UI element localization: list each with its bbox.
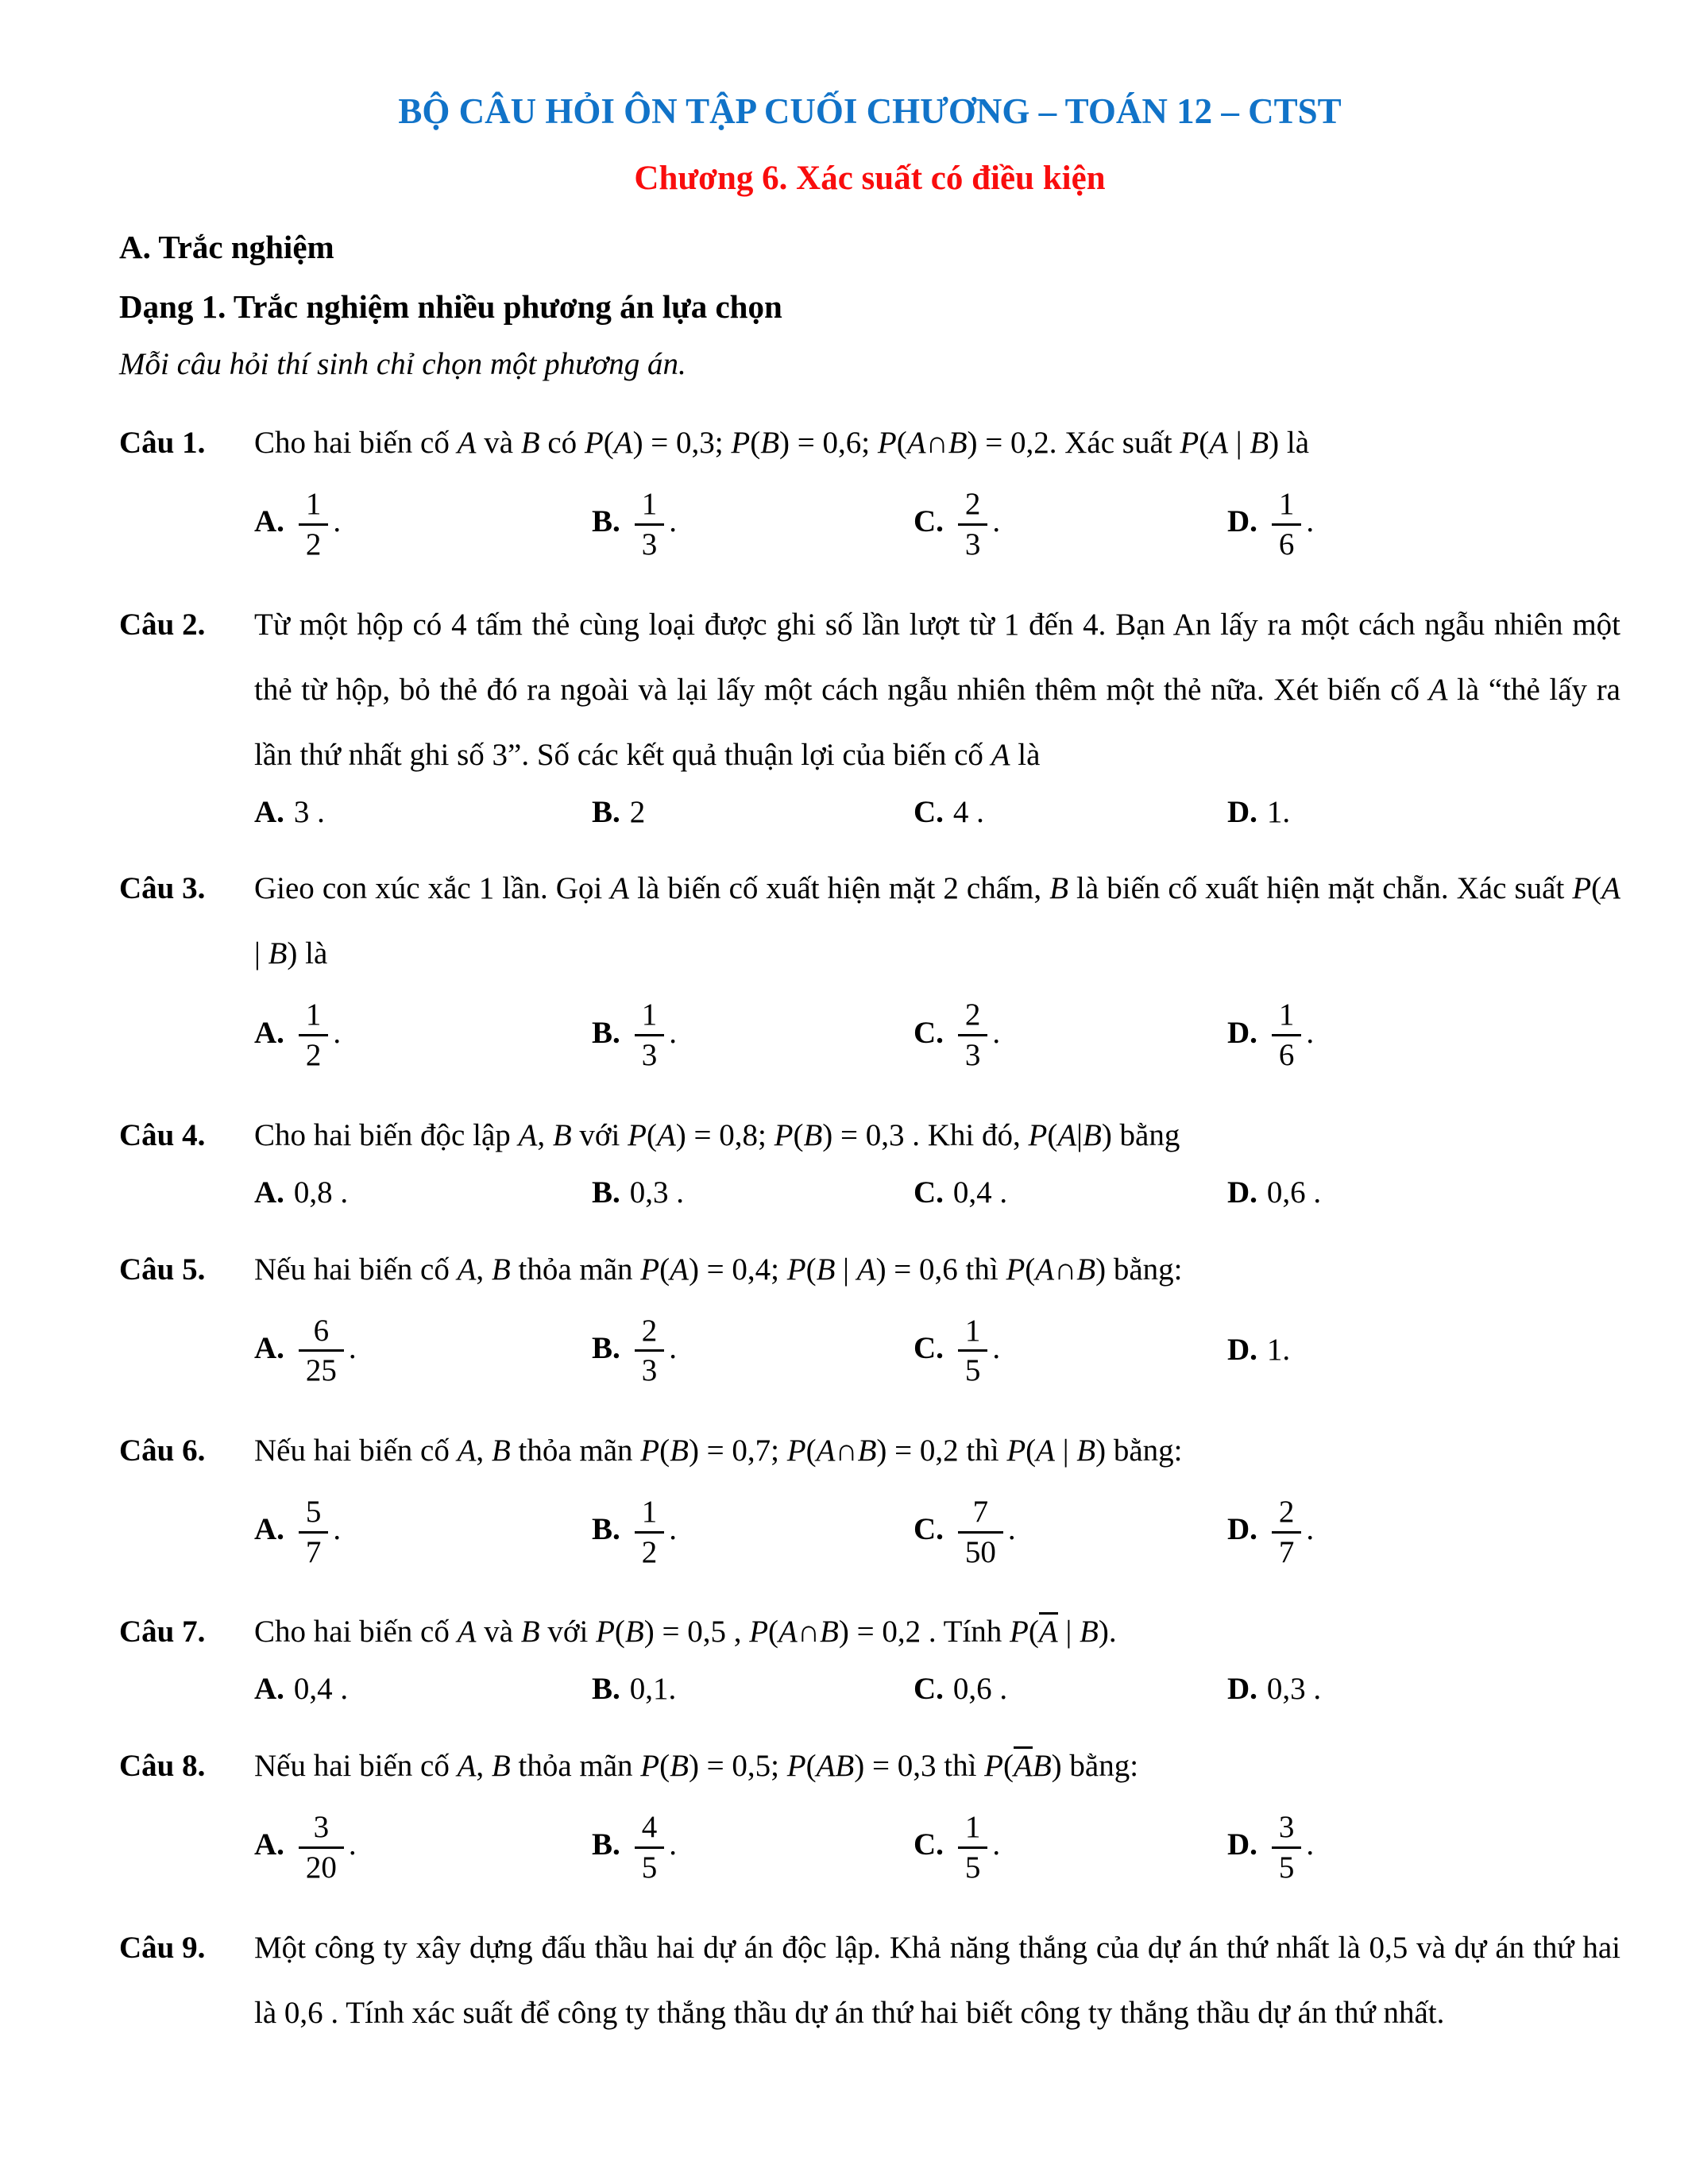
math-var: B xyxy=(552,1117,572,1152)
math-var: B xyxy=(820,1615,839,1650)
fraction-numerator: 1 xyxy=(635,487,665,526)
option xyxy=(254,994,592,1075)
math-var: A xyxy=(656,1117,676,1152)
fraction-denominator: 3 xyxy=(964,527,981,561)
math-var: B xyxy=(520,426,540,461)
option-value: 1. xyxy=(1266,1333,1291,1368)
option-value: $\frac{1}{5}$ . xyxy=(953,1331,1000,1365)
option-value: $\frac{1}{2}$ . xyxy=(630,1512,677,1546)
option-label: A. xyxy=(254,1672,284,1707)
option-label: D. xyxy=(1227,1672,1257,1707)
dang-heading: Dạng 1. Trắc nghiệm nhiều phương án lựa chọn xyxy=(119,288,782,326)
math-var: B xyxy=(491,1252,511,1287)
fraction-numerator: 2 xyxy=(635,1314,665,1352)
fraction-denominator: 6 xyxy=(1278,527,1295,561)
option-value: $\frac{3}{5}$ . xyxy=(1267,1827,1314,1862)
math-var: A xyxy=(906,426,926,461)
option-label: D. xyxy=(1227,504,1257,539)
option xyxy=(592,1176,914,1210)
question xyxy=(119,1599,1620,1707)
question-body: Nếu hai biến cố A, B thỏa mãn P(B) = 0,7; P(A∩B) = 0,2 thì P(A | B) bằng: xyxy=(254,1433,1183,1468)
option-label: C. xyxy=(914,1827,944,1862)
math-var: A xyxy=(1057,1117,1077,1152)
options-row xyxy=(254,1310,1620,1391)
fraction-denominator: 25 xyxy=(305,1353,337,1388)
option-label: A. xyxy=(254,1827,284,1862)
option-label: B. xyxy=(592,1175,620,1210)
fraction-numerator: 1 xyxy=(958,1810,988,1849)
math-var: A xyxy=(1428,672,1448,707)
math-var: A xyxy=(457,426,477,461)
math-var: P xyxy=(640,1433,660,1468)
fraction-denominator: 7 xyxy=(1278,1534,1295,1569)
option xyxy=(592,484,914,565)
option-label: D. xyxy=(1227,794,1257,829)
math-var: B xyxy=(1032,1749,1052,1784)
options-row xyxy=(254,796,1620,830)
option xyxy=(592,1807,914,1888)
option xyxy=(914,796,1227,830)
fraction-numerator: 1 xyxy=(635,997,665,1036)
fraction-denominator: 2 xyxy=(641,1534,658,1569)
option-value: $\frac{1}{3}$ . xyxy=(630,1016,677,1050)
question-body: Một công ty xây dựng đấu thầu hai dự án độc lập. Khả năng thắng của dự án thứ nhất là 0,5 và dự án thứ hai là 0,6 . Tính xác suất để công ty thắng thầu dự án thứ hai biết công ty thắng thầu dự án thứ nhất. xyxy=(254,1930,1620,2030)
option xyxy=(254,1491,592,1572)
fraction xyxy=(299,1495,329,1569)
math-var: P xyxy=(1180,426,1199,461)
math-var: P xyxy=(1028,1117,1048,1152)
question-body: Nếu hai biến cố A, B thỏa mãn P(A) = 0,4; P(B | A) = 0,6 thì P(A∩B) bằng: xyxy=(254,1252,1183,1287)
fraction-denominator: 3 xyxy=(964,1038,981,1073)
fraction xyxy=(1272,997,1302,1072)
fraction-numerator: 3 xyxy=(1272,1810,1302,1849)
fraction-numerator: 4 xyxy=(635,1810,665,1849)
fraction-numerator: 1 xyxy=(299,487,329,526)
question-label: Câu 3. xyxy=(119,871,206,906)
option xyxy=(254,1807,592,1888)
option xyxy=(1227,484,1620,565)
fraction-numerator: 2 xyxy=(958,487,988,526)
fraction xyxy=(635,1314,665,1388)
math-var: A xyxy=(457,1252,477,1287)
fraction-denominator: 7 xyxy=(305,1534,322,1569)
option-value: 0,3 . xyxy=(1266,1672,1322,1707)
fraction-numerator: 1 xyxy=(1272,487,1302,526)
option xyxy=(254,1673,592,1707)
fraction-denominator: 5 xyxy=(964,1353,981,1388)
option xyxy=(1227,1491,1620,1572)
question-body: Cho hai biến cố A và B có P(A) = 0,3; P(B) = 0,6; P(A∩B) = 0,2. Xác suất P(A | B) là xyxy=(254,426,1310,461)
option xyxy=(914,1673,1227,1707)
fraction-denominator: 3 xyxy=(641,527,658,561)
option xyxy=(914,1310,1227,1391)
math-var: A xyxy=(991,737,1010,772)
math-var: B xyxy=(624,1615,644,1650)
math-var: P xyxy=(786,1749,806,1784)
fraction-denominator: 50 xyxy=(964,1534,996,1569)
doc-title: BỘ CÂU HỎI ÔN TẬP CUỐI CHƯƠNG – TOÁN 12 – CTST xyxy=(398,91,1342,131)
option-label: B. xyxy=(592,1512,620,1547)
math-var: B xyxy=(1080,1615,1099,1650)
instruction-note: Mỗi câu hỏi thí sinh chỉ chọn một phương án. xyxy=(119,346,686,381)
option-value: 1. xyxy=(1266,794,1291,829)
option xyxy=(254,796,592,830)
options-row xyxy=(254,484,1620,565)
option-label: D. xyxy=(1227,1015,1257,1050)
option xyxy=(1227,1333,1620,1368)
fraction-numerator: 1 xyxy=(1272,997,1302,1036)
option-value: 0,6 . xyxy=(952,1672,1008,1707)
option xyxy=(254,484,592,565)
fraction xyxy=(299,487,329,561)
option-label: D. xyxy=(1227,1175,1257,1210)
option-label: A. xyxy=(254,504,284,539)
question xyxy=(119,1916,1620,2046)
option xyxy=(254,1310,592,1391)
option xyxy=(592,1491,914,1572)
fraction-numerator: 2 xyxy=(1272,1495,1302,1534)
option-value: 4 . xyxy=(952,794,984,829)
math-var: B xyxy=(1049,871,1068,906)
math-var: P xyxy=(640,1749,660,1784)
fraction xyxy=(635,997,665,1072)
math-var: B xyxy=(670,1433,689,1468)
fraction-numerator: 1 xyxy=(635,1495,665,1534)
math-var: A xyxy=(856,1252,876,1287)
fraction-denominator: 5 xyxy=(1278,1850,1295,1885)
question xyxy=(119,856,1620,1075)
math-var: B xyxy=(760,426,780,461)
question-label: Câu 2. xyxy=(119,607,206,642)
math-var: B xyxy=(803,1117,823,1152)
option-value: $\frac{2}{7}$ . xyxy=(1267,1512,1314,1546)
math-var: P xyxy=(1006,1252,1026,1287)
fraction-denominator: 3 xyxy=(641,1038,658,1073)
math-var: P xyxy=(584,426,604,461)
math-var: B xyxy=(816,1252,836,1287)
math-var: B xyxy=(520,1615,540,1650)
math-var: P xyxy=(749,1615,769,1650)
fraction xyxy=(635,1495,665,1569)
option-label: A. xyxy=(254,1512,284,1547)
option-value: $\frac{2}{3}$ . xyxy=(953,504,1000,538)
option-label: B. xyxy=(592,1330,620,1365)
option-value: 3 . xyxy=(293,794,325,829)
math-var: B xyxy=(670,1749,689,1784)
fraction xyxy=(635,487,665,561)
option-label: A. xyxy=(254,794,284,829)
option-value: $\frac{1}{6}$ . xyxy=(1267,504,1314,538)
option-value: 0,1. xyxy=(629,1672,677,1707)
fraction xyxy=(1272,487,1302,561)
question-body: Cho hai biến cố A và B với P(B) = 0,5 , P(A∩B) = 0,2 . Tính P(A | B). xyxy=(254,1599,1620,1665)
math-var: A xyxy=(610,871,630,906)
fraction-denominator: 2 xyxy=(305,1038,322,1073)
option xyxy=(914,484,1227,565)
option-label: D. xyxy=(1227,1333,1257,1368)
option-value: 0,6 . xyxy=(1266,1175,1322,1210)
fraction-denominator: 2 xyxy=(305,527,322,561)
math-var: A xyxy=(1035,1252,1055,1287)
fraction xyxy=(958,997,988,1072)
option xyxy=(1227,994,1620,1075)
math-var: A xyxy=(457,1749,477,1784)
math-var: P xyxy=(1572,871,1592,906)
part-heading: A. Trắc nghiệm xyxy=(119,229,334,265)
options-row xyxy=(254,1491,1620,1572)
overline-var: A xyxy=(1014,1746,1033,1783)
option xyxy=(914,994,1227,1075)
option-label: D. xyxy=(1227,1512,1257,1547)
fraction-denominator: 20 xyxy=(305,1850,337,1885)
question-body: Cho hai biến độc lập A, B với P(A) = 0,8; P(B) = 0,3 . Khi đó, P(A|B) bằng xyxy=(254,1117,1180,1152)
math-var: A xyxy=(816,1433,836,1468)
options-row xyxy=(254,994,1620,1075)
fraction xyxy=(958,1810,988,1885)
option-label: D. xyxy=(1227,1827,1257,1862)
option-value: $\frac{1}{3}$ . xyxy=(630,504,677,538)
math-var: P xyxy=(786,1433,806,1468)
option xyxy=(914,1807,1227,1888)
fraction-numerator: 6 xyxy=(299,1314,344,1352)
option-value: 2 xyxy=(629,794,646,829)
option-label: C. xyxy=(914,1015,944,1050)
option-value: $\frac{6}{25}$ . xyxy=(294,1331,357,1365)
question-label: Câu 4. xyxy=(119,1117,206,1152)
option-value: $\frac{1}{5}$ . xyxy=(953,1827,1000,1862)
fraction-numerator: 7 xyxy=(958,1495,1003,1534)
math-var: B xyxy=(491,1433,511,1468)
question-label: Câu 9. xyxy=(119,1930,206,1965)
math-var: P xyxy=(628,1117,647,1152)
option-label: B. xyxy=(592,1672,620,1707)
option xyxy=(914,1176,1227,1210)
question-body: Nếu hai biến cố A, B thỏa mãn P(B) = 0,5; P(AB) = 0,3 thì P(AB) bằng: xyxy=(254,1734,1620,1799)
option xyxy=(914,1491,1227,1572)
option xyxy=(1227,1807,1620,1888)
math-var: A xyxy=(457,1433,477,1468)
fraction xyxy=(299,1810,344,1885)
math-var: B xyxy=(1076,1433,1096,1468)
chapter-subtitle: Chương 6. Xác suất có điều kiện xyxy=(634,160,1106,198)
fraction xyxy=(299,1314,344,1388)
math-var: A xyxy=(1036,1433,1055,1468)
option xyxy=(1227,796,1620,830)
question-label: Câu 8. xyxy=(119,1749,206,1784)
option-value: $\frac{1}{2}$ . xyxy=(294,1016,341,1050)
fraction-numerator: 1 xyxy=(299,997,329,1036)
option-value: 0,4 . xyxy=(293,1672,349,1707)
option xyxy=(592,1310,914,1391)
question-body: Gieo con xúc xắc 1 lần. Gọi A là biến cố xuất hiện mặt 2 chấm, B là biến cố xuất hiện mặt chẵn. Xác suất P(A | B) là xyxy=(254,871,1620,971)
math-var: A xyxy=(457,1615,477,1650)
math-var: A xyxy=(778,1615,798,1650)
fraction xyxy=(635,1810,665,1885)
option-label: B. xyxy=(592,1015,620,1050)
math-var: P xyxy=(984,1749,1003,1784)
option xyxy=(592,994,914,1075)
option xyxy=(254,1176,592,1210)
option-label: A. xyxy=(254,1330,284,1365)
option-value: $\frac{2}{3}$ . xyxy=(630,1331,677,1365)
option-label: C. xyxy=(914,794,944,829)
math-var: P xyxy=(731,426,751,461)
fraction xyxy=(1272,1810,1302,1885)
question xyxy=(119,1103,1620,1210)
question-label: Câu 1. xyxy=(119,426,206,461)
option xyxy=(592,796,914,830)
questions-list xyxy=(119,411,1620,2045)
math-var: P xyxy=(596,1615,615,1650)
math-var: B xyxy=(268,936,288,971)
option xyxy=(1227,1176,1620,1210)
option-label: B. xyxy=(592,504,620,539)
options-row xyxy=(254,1673,1620,1707)
option xyxy=(1227,1673,1620,1707)
fraction xyxy=(299,997,329,1072)
question xyxy=(119,592,1620,830)
question-label: Câu 7. xyxy=(119,1615,206,1650)
option-value: 0,4 . xyxy=(952,1175,1008,1210)
math-var: B xyxy=(1076,1252,1096,1287)
math-var: P xyxy=(1010,1615,1029,1650)
option-label: A. xyxy=(254,1175,284,1210)
option-label: C. xyxy=(914,1512,944,1547)
option-value: 0,8 . xyxy=(293,1175,349,1210)
options-row xyxy=(254,1176,1620,1210)
option-value: $\frac{3}{20}$ . xyxy=(294,1827,357,1862)
option xyxy=(592,1673,914,1707)
fraction-numerator: 3 xyxy=(299,1810,344,1849)
math-var: A xyxy=(613,426,633,461)
options-row xyxy=(254,1807,1620,1888)
question-body: Từ một hộp có 4 tấm thẻ cùng loại được ghi số lần lượt từ 1 đến 4. Bạn An lấy ra một cách ngẫu nhiên một thẻ từ hộp, bỏ thẻ đó ra ngoài và lại lấy một cách ngẫu nhiên thêm một thẻ nữa. Xét biến cố A là “thẻ lấy ra lần thứ nhất ghi số 3”. Số các kết quả thuận lợi của biến cố A là xyxy=(254,607,1620,772)
option-label: B. xyxy=(592,794,620,829)
option-label: C. xyxy=(914,1672,944,1707)
math-var: A xyxy=(518,1117,538,1152)
question xyxy=(119,1734,1620,1888)
question-label: Câu 6. xyxy=(119,1433,206,1468)
math-var: P xyxy=(877,426,897,461)
fraction-numerator: 5 xyxy=(299,1495,329,1534)
math-var: P xyxy=(1006,1433,1026,1468)
fraction xyxy=(1272,1495,1302,1569)
fraction-denominator: 5 xyxy=(641,1850,658,1885)
option-value: $\frac{7}{50}$ . xyxy=(953,1512,1016,1546)
option-label: C. xyxy=(914,1175,944,1210)
question xyxy=(119,1237,1620,1391)
option-label: B. xyxy=(592,1827,620,1862)
fraction-denominator: 3 xyxy=(641,1353,658,1388)
fraction-numerator: 1 xyxy=(958,1314,988,1352)
option-label: C. xyxy=(914,504,944,539)
option-value: $\frac{1}{6}$ . xyxy=(1267,1016,1314,1050)
math-var: P xyxy=(774,1117,794,1152)
math-var: P xyxy=(786,1252,806,1287)
fraction-denominator: 5 xyxy=(964,1850,981,1885)
math-var: B xyxy=(1082,1117,1102,1152)
fraction-numerator: 2 xyxy=(958,997,988,1036)
option-label: A. xyxy=(254,1015,284,1050)
option-value: $\frac{1}{2}$ . xyxy=(294,504,341,538)
option-label: C. xyxy=(914,1330,944,1365)
math-var: B xyxy=(857,1433,877,1468)
option-value: $\frac{2}{3}$ . xyxy=(953,1016,1000,1050)
question xyxy=(119,1418,1620,1572)
fraction xyxy=(958,1495,1003,1569)
math-var: B xyxy=(491,1749,511,1784)
math-var: B xyxy=(1250,426,1269,461)
fraction xyxy=(958,487,988,561)
math-var: P xyxy=(640,1252,660,1287)
question xyxy=(119,411,1620,565)
fraction xyxy=(958,1314,988,1388)
math-var: AB xyxy=(816,1749,855,1784)
question-label: Câu 5. xyxy=(119,1252,206,1287)
option-value: $\frac{5}{7}$ . xyxy=(294,1512,341,1546)
option-value: $\frac{4}{5}$ . xyxy=(630,1827,677,1862)
math-var: A xyxy=(670,1252,689,1287)
math-var: A xyxy=(1601,871,1620,906)
math-var: A xyxy=(1209,426,1229,461)
option-value: 0,3 . xyxy=(629,1175,685,1210)
overline-var: A xyxy=(1039,1612,1058,1649)
math-var: B xyxy=(948,426,968,461)
fraction-denominator: 6 xyxy=(1278,1038,1295,1073)
